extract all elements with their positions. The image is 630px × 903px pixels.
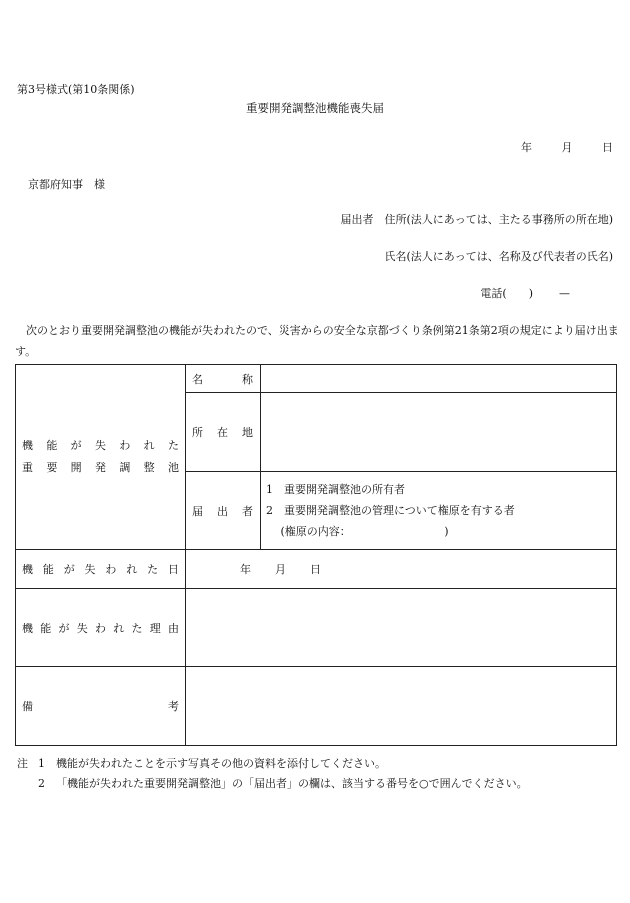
filer-address-line: 届出者 住所(法人にあっては、主たる事務所の所在地) bbox=[340, 213, 613, 226]
note-1: 注 1 機能が失われたことを示す写真その他の資料を添付してください。 bbox=[17, 754, 528, 774]
loss-year-label: 年 bbox=[240, 563, 251, 576]
loss-day-label: 日 bbox=[310, 563, 321, 576]
filer-option-2[interactable]: 2 重要開発調整池の管理について権原を有する者 bbox=[266, 504, 515, 517]
filer-phone-line bbox=[480, 285, 570, 301]
reason-input-cell[interactable] bbox=[186, 589, 617, 667]
month-label: 月 bbox=[561, 141, 573, 154]
pond-label-cell bbox=[16, 365, 186, 550]
addressee: 京都府知事 様 bbox=[28, 178, 105, 191]
loss-date-cell[interactable] bbox=[186, 550, 617, 589]
year-label: 年 bbox=[521, 141, 532, 154]
intro-paragraph: 次のとおり重要開発調整池の機能が失われたので、災害からの安全な京都づくり条例第21条第2項の規定により届け出ます。 bbox=[15, 324, 619, 358]
filer-label-cell: 届 出 者 bbox=[186, 472, 261, 550]
name-label-cell: 名 称 bbox=[186, 365, 261, 393]
name-input-cell[interactable] bbox=[261, 365, 617, 393]
pond-label-line2: 重 要 開 発 調 整 池 bbox=[22, 461, 179, 474]
document-title: 重要開発調整池機能喪失届 bbox=[246, 101, 384, 115]
pond-label-line1: 機 能 が 失 わ れ た bbox=[22, 439, 179, 452]
filer-option-1[interactable]: 1 重要開発調整池の所有者 bbox=[266, 483, 405, 496]
day-label: 日 bbox=[602, 141, 613, 154]
phone-dash: — bbox=[559, 287, 570, 300]
submission-date bbox=[495, 139, 613, 155]
filer-options-cell[interactable] bbox=[261, 472, 617, 550]
date-label-cell: 機 能 が 失 わ れ た 日 bbox=[16, 550, 186, 589]
authority-detail: (権原の内容： ) bbox=[266, 525, 449, 538]
remarks-label-cell: 備 考 bbox=[16, 667, 186, 746]
notes-label: 注 bbox=[17, 757, 28, 770]
reason-label-cell: 機 能 が 失 わ れ た 理 由 bbox=[16, 589, 186, 667]
phone-label: 電話( bbox=[480, 287, 507, 300]
remarks-input-cell[interactable] bbox=[186, 667, 617, 746]
phone-close: ) bbox=[528, 287, 533, 300]
report-form-table bbox=[15, 364, 617, 746]
note-2: 2 「機能が失われた重要開発調整池」の「届出者」の欄は、該当する番号を○で囲んでください。 bbox=[38, 777, 528, 790]
notes bbox=[17, 754, 528, 794]
filer-name-line: 氏名(法人にあっては、名称及び代表者の氏名) bbox=[384, 250, 613, 263]
location-label-cell: 所 在 地 bbox=[186, 393, 261, 472]
loss-month-label: 月 bbox=[275, 563, 286, 576]
location-input-cell[interactable] bbox=[261, 393, 617, 472]
form-reference: 第3号様式(第10条関係) bbox=[17, 83, 135, 96]
